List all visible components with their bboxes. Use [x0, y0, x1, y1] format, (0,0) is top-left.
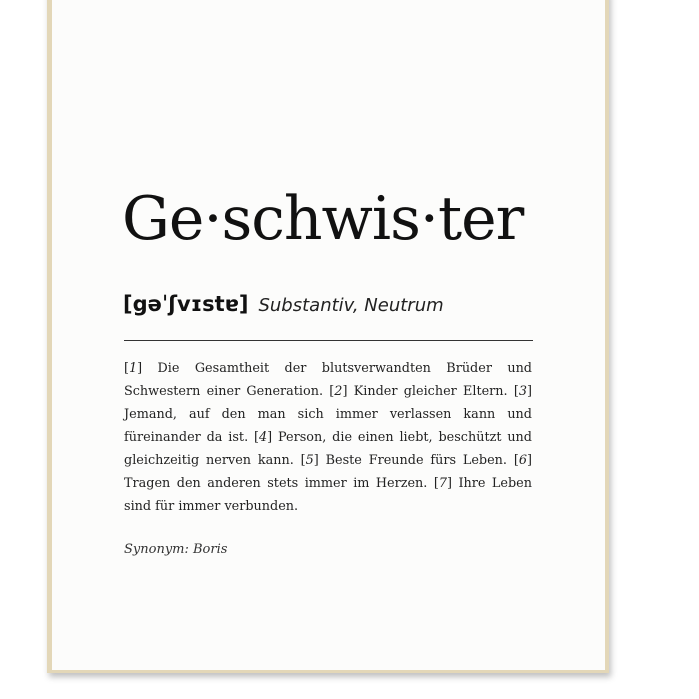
poster: [52, 0, 605, 670]
definition-7: [7] Ihre Leben sind für immer verbunden.: [124, 476, 532, 514]
pronunciation-line: [123, 292, 444, 316]
definition-4: [4] Person, die einen liebt, beschützt und gleichzeitig nerven kann.: [124, 430, 532, 468]
definition-1: [1] Die Gesamtheit der blutsverwandten Brüder und Schwestern einer Generation.: [124, 361, 532, 399]
definition-3: [3] Jemand, auf den man sich immer verlassen kann und füreinander da ist.: [124, 384, 533, 445]
part-of-speech: Substantiv, Neutrum: [258, 295, 444, 316]
definition-5: [5] Beste Freunde fürs Leben.: [300, 453, 507, 468]
headword: Ge·schwis·ter: [122, 184, 524, 254]
divider: [124, 340, 533, 341]
synonym: Synonym: Boris: [124, 542, 228, 557]
definition-6: [6] Tragen den anderen stets immer im Herzen.: [124, 453, 532, 491]
definition-2: [2] Kinder gleicher Eltern.: [329, 384, 508, 399]
definition-text: [124, 357, 532, 518]
pronunciation: [gəˈʃvɪstɐ]: [123, 292, 249, 316]
